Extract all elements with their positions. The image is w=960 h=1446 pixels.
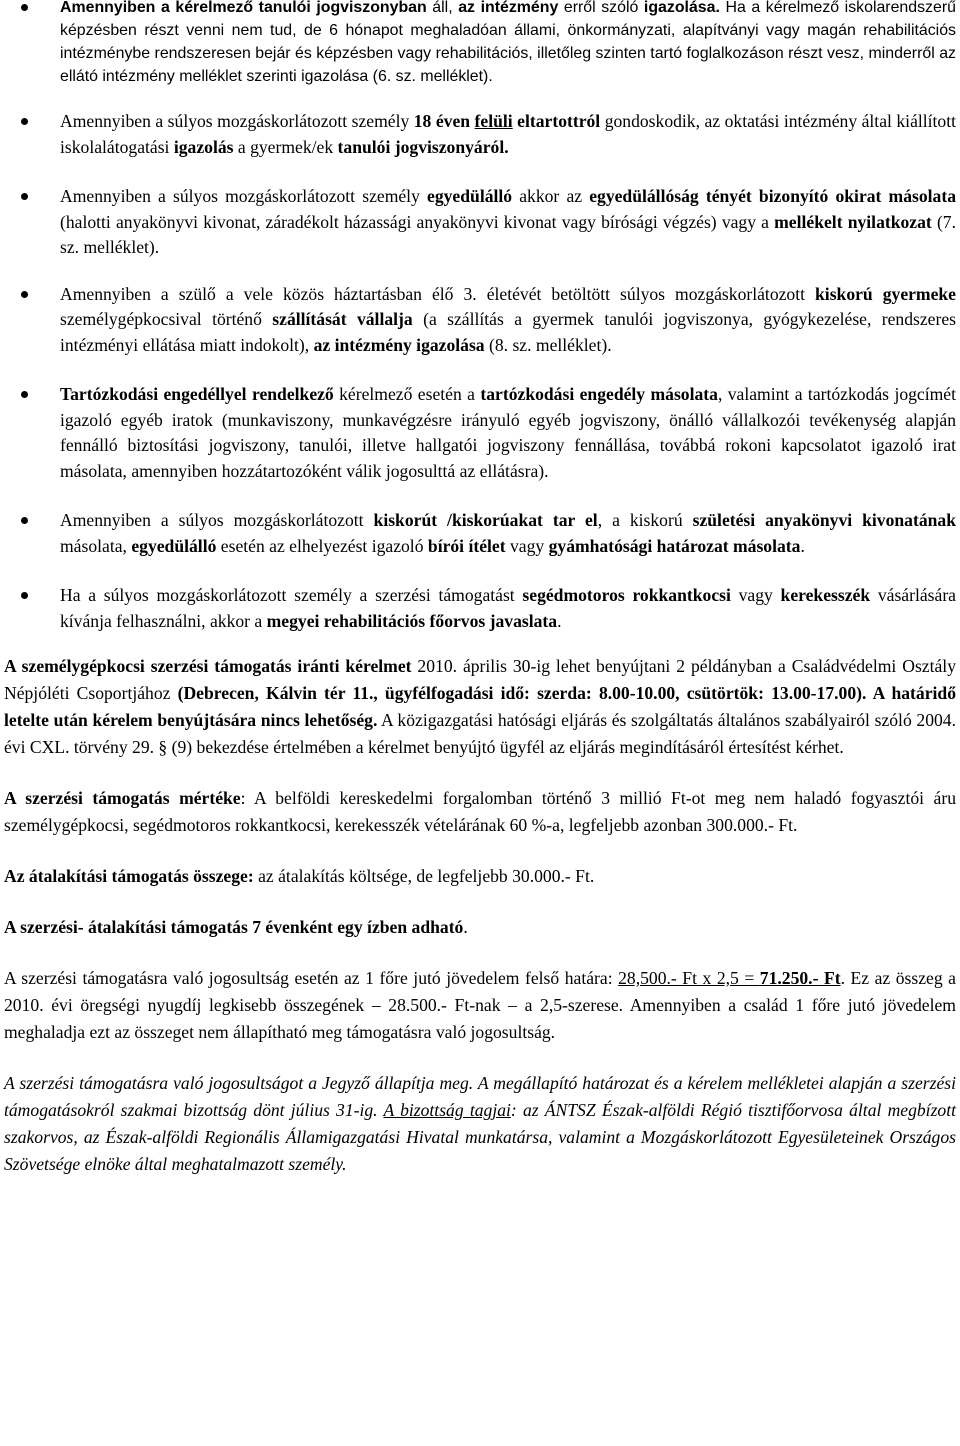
paragraph-text xyxy=(4,788,956,835)
bullet-dot-icon xyxy=(21,193,28,200)
text-run: az átalakítás költsége, de legfeljebb 30.000.- Ft. xyxy=(253,866,595,886)
text-run: segédmotoros rokkantkocsi xyxy=(522,585,731,605)
bullet-minor-support xyxy=(4,508,956,559)
bullet-text xyxy=(60,510,956,556)
text-run: vagy xyxy=(730,585,781,605)
text-run: tanulói jogviszonyáról. xyxy=(337,136,509,157)
text-run: (7. sz. melléklet). xyxy=(60,211,956,257)
paragraph-income-limit xyxy=(4,965,956,1046)
text-run: A szerzési- átalakítási támogatás 7 évenként egy ízben adható xyxy=(4,917,464,937)
text-run: Amennyiben a kérelmező tanulói jogviszonyban xyxy=(60,0,427,16)
text-run: , a kiskorú xyxy=(597,510,693,530)
text-run: személygépkocsival történő xyxy=(60,309,273,329)
text-run: 28,500.- Ft x 2,5 = xyxy=(618,968,760,988)
text-run: egyedülálló xyxy=(427,186,513,206)
text-run: az intézmény xyxy=(458,0,559,16)
text-run: egyedülálló xyxy=(131,535,217,556)
text-run: bírói ítélet xyxy=(427,535,506,556)
text-run: Ha a súlyos mozgáskorlátozott személy a szerzési támogatást xyxy=(60,585,523,605)
bullet-residence-permit xyxy=(4,382,956,484)
text-run: (8. sz. melléklet). xyxy=(484,334,612,355)
text-run: igazolás xyxy=(173,136,234,157)
paragraph-text xyxy=(4,1073,956,1174)
paragraph-application-deadline xyxy=(4,653,956,761)
text-run: kiskorút /kiskorúakat tar el xyxy=(373,510,598,530)
bullet-text xyxy=(60,0,956,85)
text-run: Tartózkodási engedéllyel rendelkező xyxy=(60,384,334,404)
text-run: A szerzési támogatásra való jogosultság esetén az 1 főre jutó jövedelem felső határa: xyxy=(4,968,619,988)
paragraph-text xyxy=(4,866,594,886)
text-run: A személygépkocsi szerzési támogatás iránti kérelmet xyxy=(4,656,412,676)
paragraph-support-amount xyxy=(4,785,956,839)
text-run: kiskorú gyermeke xyxy=(815,283,956,304)
bullet-dot-icon xyxy=(21,118,28,125)
paragraph-committee xyxy=(4,1070,956,1178)
text-run: Amennyiben a súlyos mozgáskorlátozott személy xyxy=(60,111,414,131)
text-run: egyedülállóság tényét bizonyító okirat másolata xyxy=(589,186,956,206)
text-run: Az átalakítási támogatás összege: xyxy=(4,866,254,886)
text-run: az intézmény igazolása xyxy=(313,334,485,355)
text-run: szállítását vállalja xyxy=(272,309,413,329)
text-run: másolata, xyxy=(60,535,132,556)
text-run: igazolása. xyxy=(643,0,720,16)
text-run: áll, xyxy=(426,0,459,16)
text-run: , valamint a tartózkodás jogcímét igazoló egyéb iratok (munkaviszony, munkavégzésre irányuló egyéb jogviszony, önálló vállalkozói tevékenység alapján fennálló biztosítási jogviszony, tanulói, illetve hallgatói jogviszony fennállása, továbbá rokoni kapcsolatot igazoló irat másolata, amennyiben hozzátartozóként válik jogosulttá az ellátásra). xyxy=(60,384,956,481)
paragraph-frequency xyxy=(4,914,956,941)
bullet-text xyxy=(60,384,956,481)
text-run: : az ÁNTSZ Észak-alföldi Régió tisztifőorvosa által megbízott szakorvos, az Észak-alföldi Regionális Államigazgatási Hivatal munkatársa, valamint a Mozgáskorlátozott Egyesületeinek Országos Szövetsége elnöke által meghatalmazott személy. xyxy=(4,1100,956,1174)
paragraph-text xyxy=(4,917,468,937)
text-run: gyámhatósági határozat másolata xyxy=(548,535,801,556)
text-run: tartózkodási engedély másolata xyxy=(480,384,718,404)
text-run: (a szállítás a gyermek tanulói jogviszonya, gyógykezelése, rendszeres intézményi ellátása miatt indokolt), xyxy=(60,309,957,355)
text-run: kérelmező esetén a xyxy=(333,384,481,404)
text-run: . Ez az összeg a 2010. évi öregségi nyugdíj legkisebb összegének – 28.500.- Ft-nak – a 2,5-szerese. Amennyiben a család 1 főre jutó jövedelem meghaladja ezt az összeget nem állapítható meg támogatásra való jogosultság. xyxy=(4,968,956,1042)
text-run: Amennyiben a szülő a vele közös háztartásban élő 3. életévét betöltött súlyos mozgáskorlátozott xyxy=(60,283,816,304)
bullet-text xyxy=(60,585,956,631)
text-run: Amennyiben a súlyos mozgáskorlátozott xyxy=(60,510,374,530)
text-run: A bizottság tagjai xyxy=(383,1100,511,1120)
bullet-dot-icon xyxy=(21,517,28,524)
paragraph-conversion-amount xyxy=(4,863,956,890)
bullet-parent-transport xyxy=(4,282,956,359)
bullet-adult-dependent xyxy=(4,109,956,160)
text-run: (Debrecen, Kálvin tér 11., ügyfélfogadási idő: szerda: 8.00-10.00, csütörtök: 13.00-17.00). A határidő letelte után kérelem benyújtására nincs lehetőség. xyxy=(4,683,956,730)
bullet-text xyxy=(60,186,956,257)
text-run: Ha a kérelmező iskolarendszerű képzésben részt venni nem tud, de 6 hónapot meghaladóan állami, önkormányzati, alapítványi vagy magán rehabilitációs intézménybe rendszeresen bejár és képzésben vagy rehabilitációs, illetőleg szinten tartó foglalkozáson részt vesz, minderről az ellátó intézmény melléklet szerinti igazolása (6. sz. melléklet). xyxy=(60,0,956,85)
text-run: Amennyiben a súlyos mozgáskorlátozott személy xyxy=(60,186,428,206)
text-run: 71.250.- Ft xyxy=(759,968,841,988)
bullet-dot-icon xyxy=(21,391,28,398)
bullet-single-status xyxy=(4,184,956,261)
text-run: kerekesszék xyxy=(780,585,871,605)
bullet-dot-icon xyxy=(21,291,28,298)
text-run: A szerzési támogatás mértéke xyxy=(4,788,241,808)
text-run: A közigazgatási hatósági eljárás és szolgáltatás általános szabályairól szóló 2004. évi CXL. törvény 29. § (9) bekezdése értelmében a kérelmet benyújtó ügyfél az eljárás megindításáról értesítést kérhet. xyxy=(4,710,956,757)
text-run: akkor az xyxy=(512,186,590,206)
text-run: . xyxy=(557,610,562,631)
text-run: születési anyakönyvi kivonatának xyxy=(692,510,956,530)
text-run: vásárlására kívánja felhasználni, akkor a xyxy=(60,585,956,631)
text-run: vagy xyxy=(505,535,549,556)
bullet-dot-icon xyxy=(21,592,28,599)
text-run: megyei rehabilitációs főorvos javaslata xyxy=(266,610,558,631)
bullet-dot-icon xyxy=(21,4,28,11)
text-run: . xyxy=(800,535,805,556)
text-run: esetén az elhelyezést igazoló xyxy=(216,535,428,556)
text-run: 18 éven xyxy=(413,111,475,131)
bullet-text xyxy=(60,284,956,355)
bullet-student-status xyxy=(4,0,956,88)
text-run: A szerzési támogatásra való jogosultságot a Jegyző állapítja meg. A megállapító határozat és a kérelem mellékletei alapján a szerzési támogatásokról szakmai bizottság dönt július 31-ig. xyxy=(4,1073,956,1120)
bullet-text xyxy=(60,111,956,157)
text-run: mellékelt nyilatkozat xyxy=(774,211,932,232)
text-run: felüli xyxy=(474,111,513,131)
paragraph-text xyxy=(4,656,956,757)
text-run: erről szóló xyxy=(558,0,644,16)
text-run: : A belföldi kereskedelmi forgalomban történő 3 millió Ft-ot meg nem haladó fogyasztói áru személygépkocsi, segédmotoros rokkantkocsi, kerekesszék vételárának 60 %-a, legfeljebb azonban 300.000.- Ft. xyxy=(4,788,956,835)
text-run: eltartottról xyxy=(512,111,601,131)
text-run: a gyermek/ek xyxy=(233,136,338,157)
paragraph-text xyxy=(4,968,956,1042)
bullet-wheelchair xyxy=(4,583,956,634)
text-run: (halotti anyakönyvi kivonat, záradékolt házassági anyakönyvi kivonat vagy bírósági végzés) vagy a xyxy=(60,211,775,232)
text-run: 2010. április 30-ig lehet benyújtani 2 példányban a Családvédelmi Osztály Népjóléti Csoportjához xyxy=(4,656,956,703)
text-run: gondoskodik, az oktatási intézmény által kiállított iskolalátogatási xyxy=(60,111,957,157)
text-run: . xyxy=(463,917,468,937)
